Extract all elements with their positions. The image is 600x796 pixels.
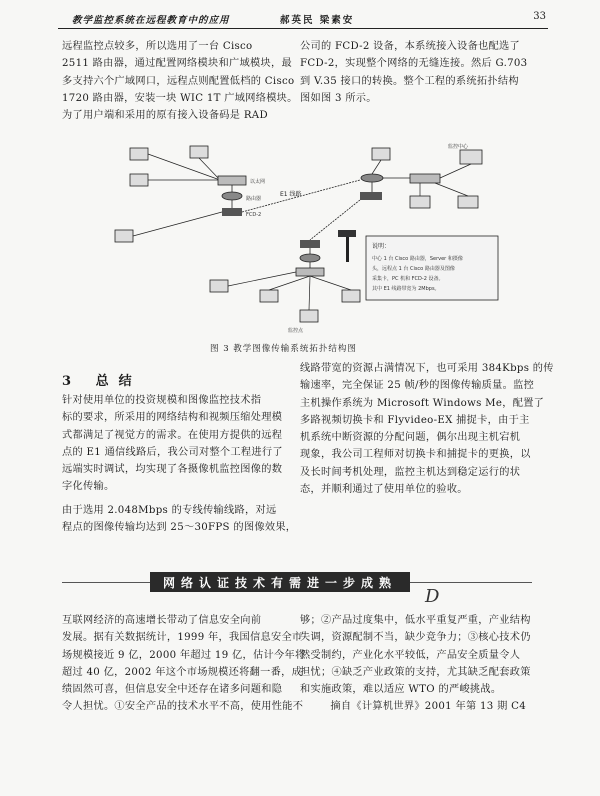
router-icon [300,254,320,262]
label-fcd: FCD-2 [246,212,262,218]
text-line: 到 V.35 接口的转换。整个工程的系统拓扑结构 [300,75,519,87]
camera-pole [346,236,349,262]
text-line: 程点的图像传输均达到 25～30FPS 的图像效果， [62,522,297,534]
text-line: 针对使用单位的投资规模和图像监控技术指 [62,395,262,406]
news-paragraph-right [300,612,531,716]
journal-title: 教学监控系统在远程教育中的应用 [72,15,230,26]
pc-icon [458,196,478,208]
label-station: 监控点 [288,328,304,334]
pc-icon [130,148,148,160]
text-line: 标的要求，所采用的网络结构和视频压缩处理模 [62,412,283,424]
text-line: FCD-2，实现整个网络的无缝连接。然后 G.703 [300,58,528,70]
modem-icon [300,240,320,248]
text-line: 字化传输。 [62,481,115,493]
banner-title: 网络认证技术有需进一步成熟 [162,576,397,590]
pc-icon [300,310,318,322]
pc-icon [130,174,148,186]
top-right-paragraph [300,38,526,107]
text-line: 然受制约，产业化水平较低，产品安全质量令人 [300,649,521,661]
conclusion-paragraph-2 [62,502,297,537]
text-line: 为了用户端和采用的原有接入设备码是 RAD [62,110,268,122]
legend-title: 说明： [372,243,391,250]
legend-line: 其中 E1 线路带宽为 2Mbps。 [372,286,440,292]
text-line: 公司的 FCD-2 设备，本系统接入设备也配选了 [300,41,521,52]
text-line: 多路视频切换卡和 Flyvideo-EX 捕捉卡，由于主 [300,414,530,426]
text-line: 图如图 3 所示。 [300,92,377,104]
section-heading [62,370,142,389]
news-paragraph-left [62,612,306,716]
text-line: 够；②产品过度集中，低水平重复严重，产业结构 [300,615,531,626]
header-authors: 郝英民 梁素安 [280,15,355,26]
text-line: 现象，我公司工程师对切换卡和捕捉卡的更换，以 [300,449,531,461]
running-header [58,12,548,29]
text-line: 及长时间考机处理，监控主机达到稳定运行的状 [300,466,521,478]
text-line: 1720 路由器，安装一块 WIC 1T 广域网络模块。 [62,92,298,104]
center-site-right [360,143,482,208]
pc-icon [210,280,228,292]
top-left-paragraph [62,38,298,124]
conclusion-paragraph-right [300,360,554,498]
switch-icon [296,268,324,276]
remote-site-left [115,146,265,242]
modem-icon [360,192,382,200]
text-line: 点的 E1 通信线路后，我公司对整个工程进行了 [62,446,283,458]
label-router: 路由器 [246,196,262,202]
switch-icon [410,174,440,183]
text-line: 失调，资源配制不当，缺少竞争力；③核心技术仍 [300,632,531,644]
pc-icon [115,230,133,242]
legend-line: 中心 1 台 Cisco 路由器，Server 和摄像 [372,256,463,262]
remote-site-bottom [210,200,360,334]
text-line: 远程监控点较多，所以选用了一台 Cisco [62,41,253,52]
legend-line: 头，远程点 1 台 Cisco 路由器及图像 [372,266,455,272]
text-line: 和实施政策，难以适应 WTO 的严峻挑战。 [300,684,502,696]
modem-icon [222,208,242,216]
section-number: 3 [62,374,82,389]
network-topology-figure [110,140,510,340]
text-line: 担忧；④缺乏产业政策的支持，尤其缺乏配套政策 [300,666,531,678]
label-center: 监控中心 [448,144,469,150]
text-line: 主机操作系统为 Microsoft Windows Me，配置了 [300,397,545,409]
pc-icon [372,148,390,160]
section-title: 总结 [95,374,142,389]
text-line: 超过 40 亿，2002 年这个市场规模还将翻一番，成 [62,666,303,678]
legend-line: 采集卡，PC 机和 FCD-2 设备。 [372,276,444,282]
text-line: 机系统中断资源的分配问题，偶尔出现主机宕机 [300,432,521,444]
text-line: 远端实时调试，均实现了各摄像机监控图像的数 [62,464,283,476]
figure-caption: 图 3 教学图像传输系统拓扑结构图 [210,344,357,354]
page-number: 33 [533,11,546,22]
text-line: 发展。据有关数据统计，1999 年，我国信息安全市 [62,632,303,644]
text-line: 场规模接近 9 亿，2000 年超过 19 亿，估计今年将 [62,649,306,661]
text-line: 态，并顺利通过了使用单位的验收。 [300,484,468,496]
text-line: 令人担忧。①安全产品的技术水平不高，使用性能不 [62,701,304,713]
router-icon [361,174,383,182]
label-lan: 以太网 [250,179,266,185]
text-line: 式都满足了视觉方的需求。在使用方提供的远程 [62,429,283,441]
text-line: 2511 路由器，通过配置网络模块和广域模块，最 [62,58,292,70]
text-line: 多支持六个广域网口，远程点则配置低档的 Cisco [62,75,295,87]
text-line: 输速率，完全保证 25 帧/秒的图像传输质量。监控 [300,380,535,392]
conclusion-paragraph-1 [62,392,284,496]
pc-icon [260,290,278,302]
text-line: 由于选用 2.048Mbps 的专线传输线路，对远 [62,505,277,516]
source-note: 摘自《计算机世界》2001 年第 13 期 C4 [330,701,526,713]
news-banner [150,572,410,592]
label-e1: E1 线路 [280,191,302,198]
camera-icon [338,230,356,237]
pc-icon [342,290,360,302]
banner-logo: D [425,586,440,607]
text-line: 绩固然可喜，但信息安全中还存在诸多问题和隐 [62,684,283,696]
pc-icon [410,196,430,208]
router-icon [222,192,242,200]
figure-legend [366,236,498,300]
pc-icon [190,146,208,158]
server-icon [460,150,482,164]
text-line: 互联网经济的高速增长带动了信息安全向前 [62,615,262,626]
switch-icon [218,176,246,185]
text-line: 线路带宽的资源占满情况下，也可采用 384Kbps 的传 [300,363,554,374]
